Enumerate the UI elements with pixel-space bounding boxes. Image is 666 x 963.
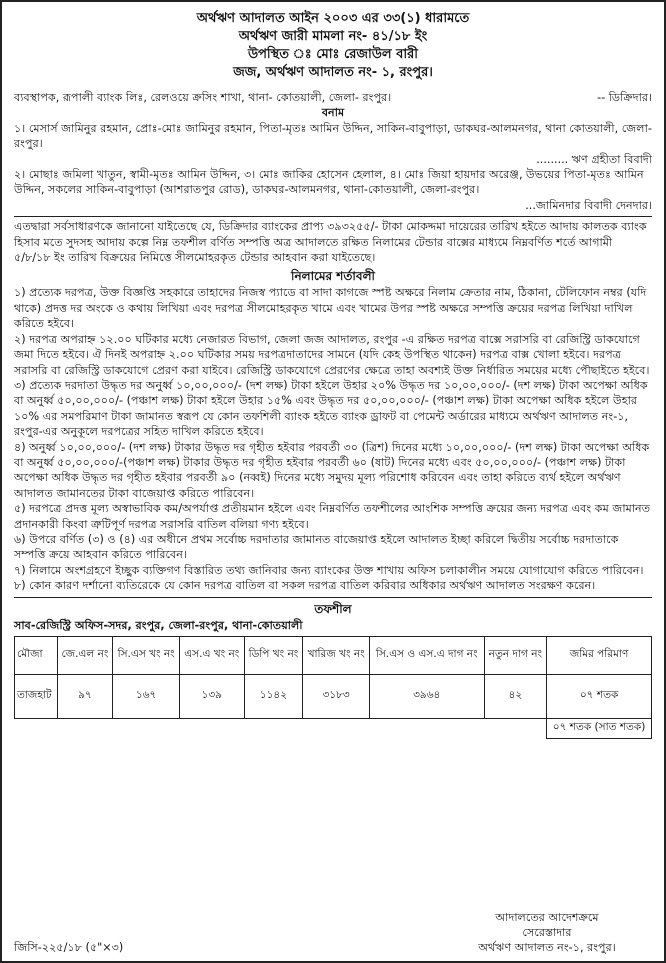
- header-line-1: অর্থঋণ আদালত আইন ২০০৩ এর ৩৩(১) ধারামতে: [196, 11, 470, 26]
- table-cell: ৩৯৬৪: [369, 675, 484, 719]
- footer: [14, 893, 652, 955]
- term-item: ৪) অনুর্ধ্ব ১০,০০,০০০/- (দশ লক্ষ) টাকার উদ্ধৃত দর গৃহীত হইবার পরবর্তী ৩০ (ত্রিশ) দিনের মধ্যে ১০,০০,০০০/- (দশ লক্ষ) টাকা অপেক্ষা অধিক বা অনুর্ধ্ব ৫০,০০,০০০/-(পঞ্চাশ লক্ষ) টাকার উদ্ধৃত দর গৃহীত হইবার পরবর্তী ৬০ (ষাট) দিনের মধ্যে এবং ৫০,০০,০০০/- (পঞ্চাশ লক্ষ) টাকা অপেক্ষা অধিক উদ্ধৃত দর গৃহীত হইবার পরবর্তী ৯০ (নব্বই) দিনের মধ্যে সমুদয় মূল্য পরিশোধ করিবেন এবং তাহা করিতে ব্যর্থ হইলে অর্থঋণ আদালত জামানতের টাকা বাজেয়াপ্ত করিতে পারিবেন।: [14, 440, 650, 500]
- court-text: অর্থঋণ আদালত নং-১, রংপুর।: [478, 941, 616, 954]
- table-header-cell: নতুন দাগ নং: [484, 637, 547, 675]
- table-header-cell: ডিপি খং নং: [244, 637, 303, 675]
- table-spacer: [15, 719, 547, 739]
- terms-list: [14, 285, 652, 593]
- table-header-cell: জে.এল নং: [57, 637, 113, 675]
- table-header-row: [15, 637, 652, 675]
- header-case-number: অর্থঋণ জারী মামলা নং- ৪১/১৮ ইং: [238, 29, 428, 44]
- order-text: আদালতের আদেশক্রমে: [495, 911, 599, 924]
- designation-text: সেরেস্তাদার: [522, 926, 572, 939]
- defendant-2-text: ২। মোছাঃ জমিলা খাতুন, স্বামী-মৃতঃ আমিন উদ্দিন, ৩। মোঃ জাকির হোসেন হেলাল, ৪। মোঃ জিয়া হায়দার অরেঞ্জ, উভয়ের পিতা-মৃতঃ আমিন উদ্দিন, সকলের সাকিন-বাবুপাড়া (আশরাতপুর রোড), ডাকঘর-আলমনগর, থানা-কোতয়ালী, জেলা-রংপুর।: [14, 168, 644, 197]
- table-cell: ৩১৮৩: [303, 675, 370, 719]
- table-cell: ৯৭: [57, 675, 113, 719]
- table-header-cell: সি.এস ও এস.এ দাগ নং: [369, 637, 484, 675]
- term-item: ৩) প্রত্যেক দরদাতা উদ্ধৃত দর অনুর্ধ্ব ১০,০০,০০০/- (দশ লক্ষ) টাকা হইলে উহার ২০% উদ্ধৃত দর ১০,০০,০০০/- (দশ লক্ষ) টাকা অপেক্ষা অধিক বা অনুর্ধ্ব ৫০,০০,০০০/- (পঞ্চাশ লক্ষ) টাকা হইলে উহার ১৫% এবং উদ্ধৃত দর ৫০,০০,০০০/- (পঞ্চাশ লক্ষ) টাকা অপেক্ষা অধিক হইলে উহার ১০% এর সমপরিমাণ টাকা জামানত স্বরূপ যে কোন তফশিলী ব্যাংক হইতে ব্যাংক ড্রাফট বা পেমেন্ট অর্ডারের মাধ্যমে অর্থঋণ আদালত নং-১, রংপুর-এর অনুকূলে দরপত্রের সহিত দাখিল করিতে হইবে।: [14, 378, 648, 439]
- reference-code: জিসি-২২৫/১৮ (৫"×৩): [14, 941, 124, 954]
- divider: [14, 597, 652, 598]
- term-item: ৭) নিলামে অংশগ্রহণে ইচ্ছুক ব্যক্তিগণ বিস্তারিত তথ্য জানিবার জন্য ব্যাংকের উক্ত শাখায় অফিস চলাকালীন সময়ে যোগাযোগ করিতে পারিবেন।: [14, 563, 644, 577]
- plaintiff-text: ব্যবস্থাপক, রূপালী ব্যাংক লিঃ, রেলওয়ে ক্রসিং শাখা, থানা- কোতয়ালী, জেলা- রংপুর।: [14, 91, 392, 104]
- schedule-office: সাব-রেজিস্ট্রি অফিস-সদর, রংপুর, জেলা-রংপুর, থানা-কোতয়ালী: [14, 618, 303, 632]
- table-header-cell: জমির পরিমাণ: [547, 637, 652, 675]
- table-cell: ০৭ শতক: [547, 675, 652, 719]
- terms-title: নিলামের শর্তাবলী: [291, 269, 375, 284]
- table-header-cell: সি.এস খং নং: [113, 637, 180, 675]
- schedule-title: তফশীল: [314, 601, 352, 616]
- versus-label: বনাম: [321, 106, 345, 120]
- table-header-cell: এস.এ খং নং: [179, 637, 244, 675]
- term-item: ৮) কোন কারণ দর্শানো ব্যতিরেকে যে কোন দরপত্র বাতিল বা সকল দরপত্র বাতিল করিবার অধিকার অর্থঋণ আদালত সংরক্ষণ করেন।: [14, 579, 596, 593]
- defendant-1-text: ১। মেসার্স জামিনুর রহমান, প্রোঃ-মোঃ জামিনুর রহমান, পিতা-মৃতঃ আমিন উদ্দিন, সাকিন-বাবুপাড়া, ডাকঘর-আলমনগর, থানা কোতয়ালী, জেলা- রংপুর।: [14, 121, 652, 151]
- table-cell: ১৬৭: [113, 675, 180, 719]
- table-total-cell: ০৭ শতক (সাত শতক): [547, 719, 652, 739]
- term-item: ৬) উপরে বর্ণিত (৩) ও (৪) এর অধীনে প্রথম সর্বোচ্চ দরদাতার জামানত বাজেয়াপ্ত হইলে আদালত ইচ্ছা করিলে দ্বিতীয় সর্বোচ্চ দরদাতাকে সম্পত্তি ক্রয়ে আহবান করিতে পারিবেন।: [14, 532, 619, 562]
- header-present: উপস্থিত ঃ মোঃ রেজাউল বারী: [247, 47, 419, 62]
- divider: [14, 216, 652, 217]
- plaintiff-role: -- ডিক্রিদার।: [597, 91, 652, 104]
- schedule-table: [14, 636, 652, 739]
- term-item: ৫) দরপত্রে প্রদত্ত মূল্য অস্বাভাবিক কম/অপর্যাপ্ত প্রতীয়মান হইলে এবং নিম্নবর্ণিত তফশীলের আংশিক সম্পত্তি ক্রয়ের জন্য দরপত্র এবং কম জামানত প্রদানকারী কিংবা ত্রুটিপূর্ণ দরপত্র সরাসরি বাতিল বলিয়া গণ্য হইবে।: [14, 502, 651, 531]
- table-cell: তাজহাট: [15, 675, 58, 719]
- header-judge: জজ, অর্থঋণ আদালত নং- ১, রংপুর।: [233, 65, 433, 80]
- parties-section: [14, 90, 652, 213]
- table-header-cell: মৌজা: [15, 637, 58, 675]
- term-item: ১) প্রত্যেক দরপত্র, উক্ত বিজ্ঞপ্তি সহকারে তাহাদের নিজস্ব প্যাডে বা সাদা কাগজে স্পষ্ট অক্ষরে নিলাম ক্রেতার নাম, ঠিকানা, টেলিফোন নম্বর (যদি থাকে) প্রদত্ত দর অংকে ও কথায় লিখিয়া এবং দরপত্র সীলমোহরকৃত খামে এবং খামের উপর স্পষ্ট অক্ষরে সম্পত্তি ক্রয়ের দরপত্র লিখিয়া দাখিল করিতে হইবে।: [14, 286, 647, 331]
- signature-block: [442, 910, 652, 955]
- defendant-1-role: ......... ঋণ গ্রহীতা বিবাদী: [536, 152, 652, 166]
- table-row: [15, 675, 652, 719]
- term-item: ২) দরপত্র অপরাহ্ন ১২.০০ ঘটিকার মধ্যে নেজারত বিভাগ, জেলা জজ আদালত, রংপুর -এ রক্ষিত দরপত্র বাক্সে সরাসরি বা রেজিস্ট্রি ডাকযোগে জমা দিতে হইবে। ঐ দিনই অপরাহ্ন ২.০০ ঘটিকার সময় দরপত্রদাতাদের সামনে (যদি কেহ উপস্থিত থাকেন) দরপত্র বাক্স খোলা হইবে। দরপত্র সরাসরি বা রেজিস্ট্রি ডাকযোগে প্রেরণ করা যাইবে। রেজিস্ট্রি ডাকযোগে প্রেরণের ক্ষেত্রে তাহা অবশ্যই উক্ত নির্ধারিত সময়ের মধ্যে পৌছাইতে হইবে।: [14, 332, 650, 377]
- table-cell: ১৩৯: [179, 675, 244, 719]
- table-total-row: [15, 719, 652, 739]
- plaintiff-row: [14, 90, 652, 105]
- table-cell: ১১৪২: [244, 675, 303, 719]
- defendant-2-role: ...জামিনদার বিবাদী দেনদার।: [525, 198, 652, 212]
- table-header-cell: খারিজ খং নং: [303, 637, 370, 675]
- intro-paragraph: এতদ্বারা সর্বসাধারণকে জানানো যাইতেছে যে, ডিক্রিদার ব্যাংকের প্রাপ্য ৩৯৩২৫৫/- টাকা মোকদ্দমা দায়েরের তারিখ হইতে আদায় কালতক ব্যাংক হিসাব মতে সুদসহ আদায় কল্পে নিম্ন তফশীল বর্ণিত সম্পত্তি অত্র আদালতে রক্ষিত নিলামের টেন্ডার বাক্সের মাধ্যমে নিম্নবর্ণিত শর্তে আগামী ৫/৮/১৮ ইং তারিখ বিক্রয়ের নিমিত্তে সীলমোহরকৃত টেন্ডার আহবান করা যাইতেছে।: [14, 220, 647, 265]
- table-cell: ৪২: [484, 675, 547, 719]
